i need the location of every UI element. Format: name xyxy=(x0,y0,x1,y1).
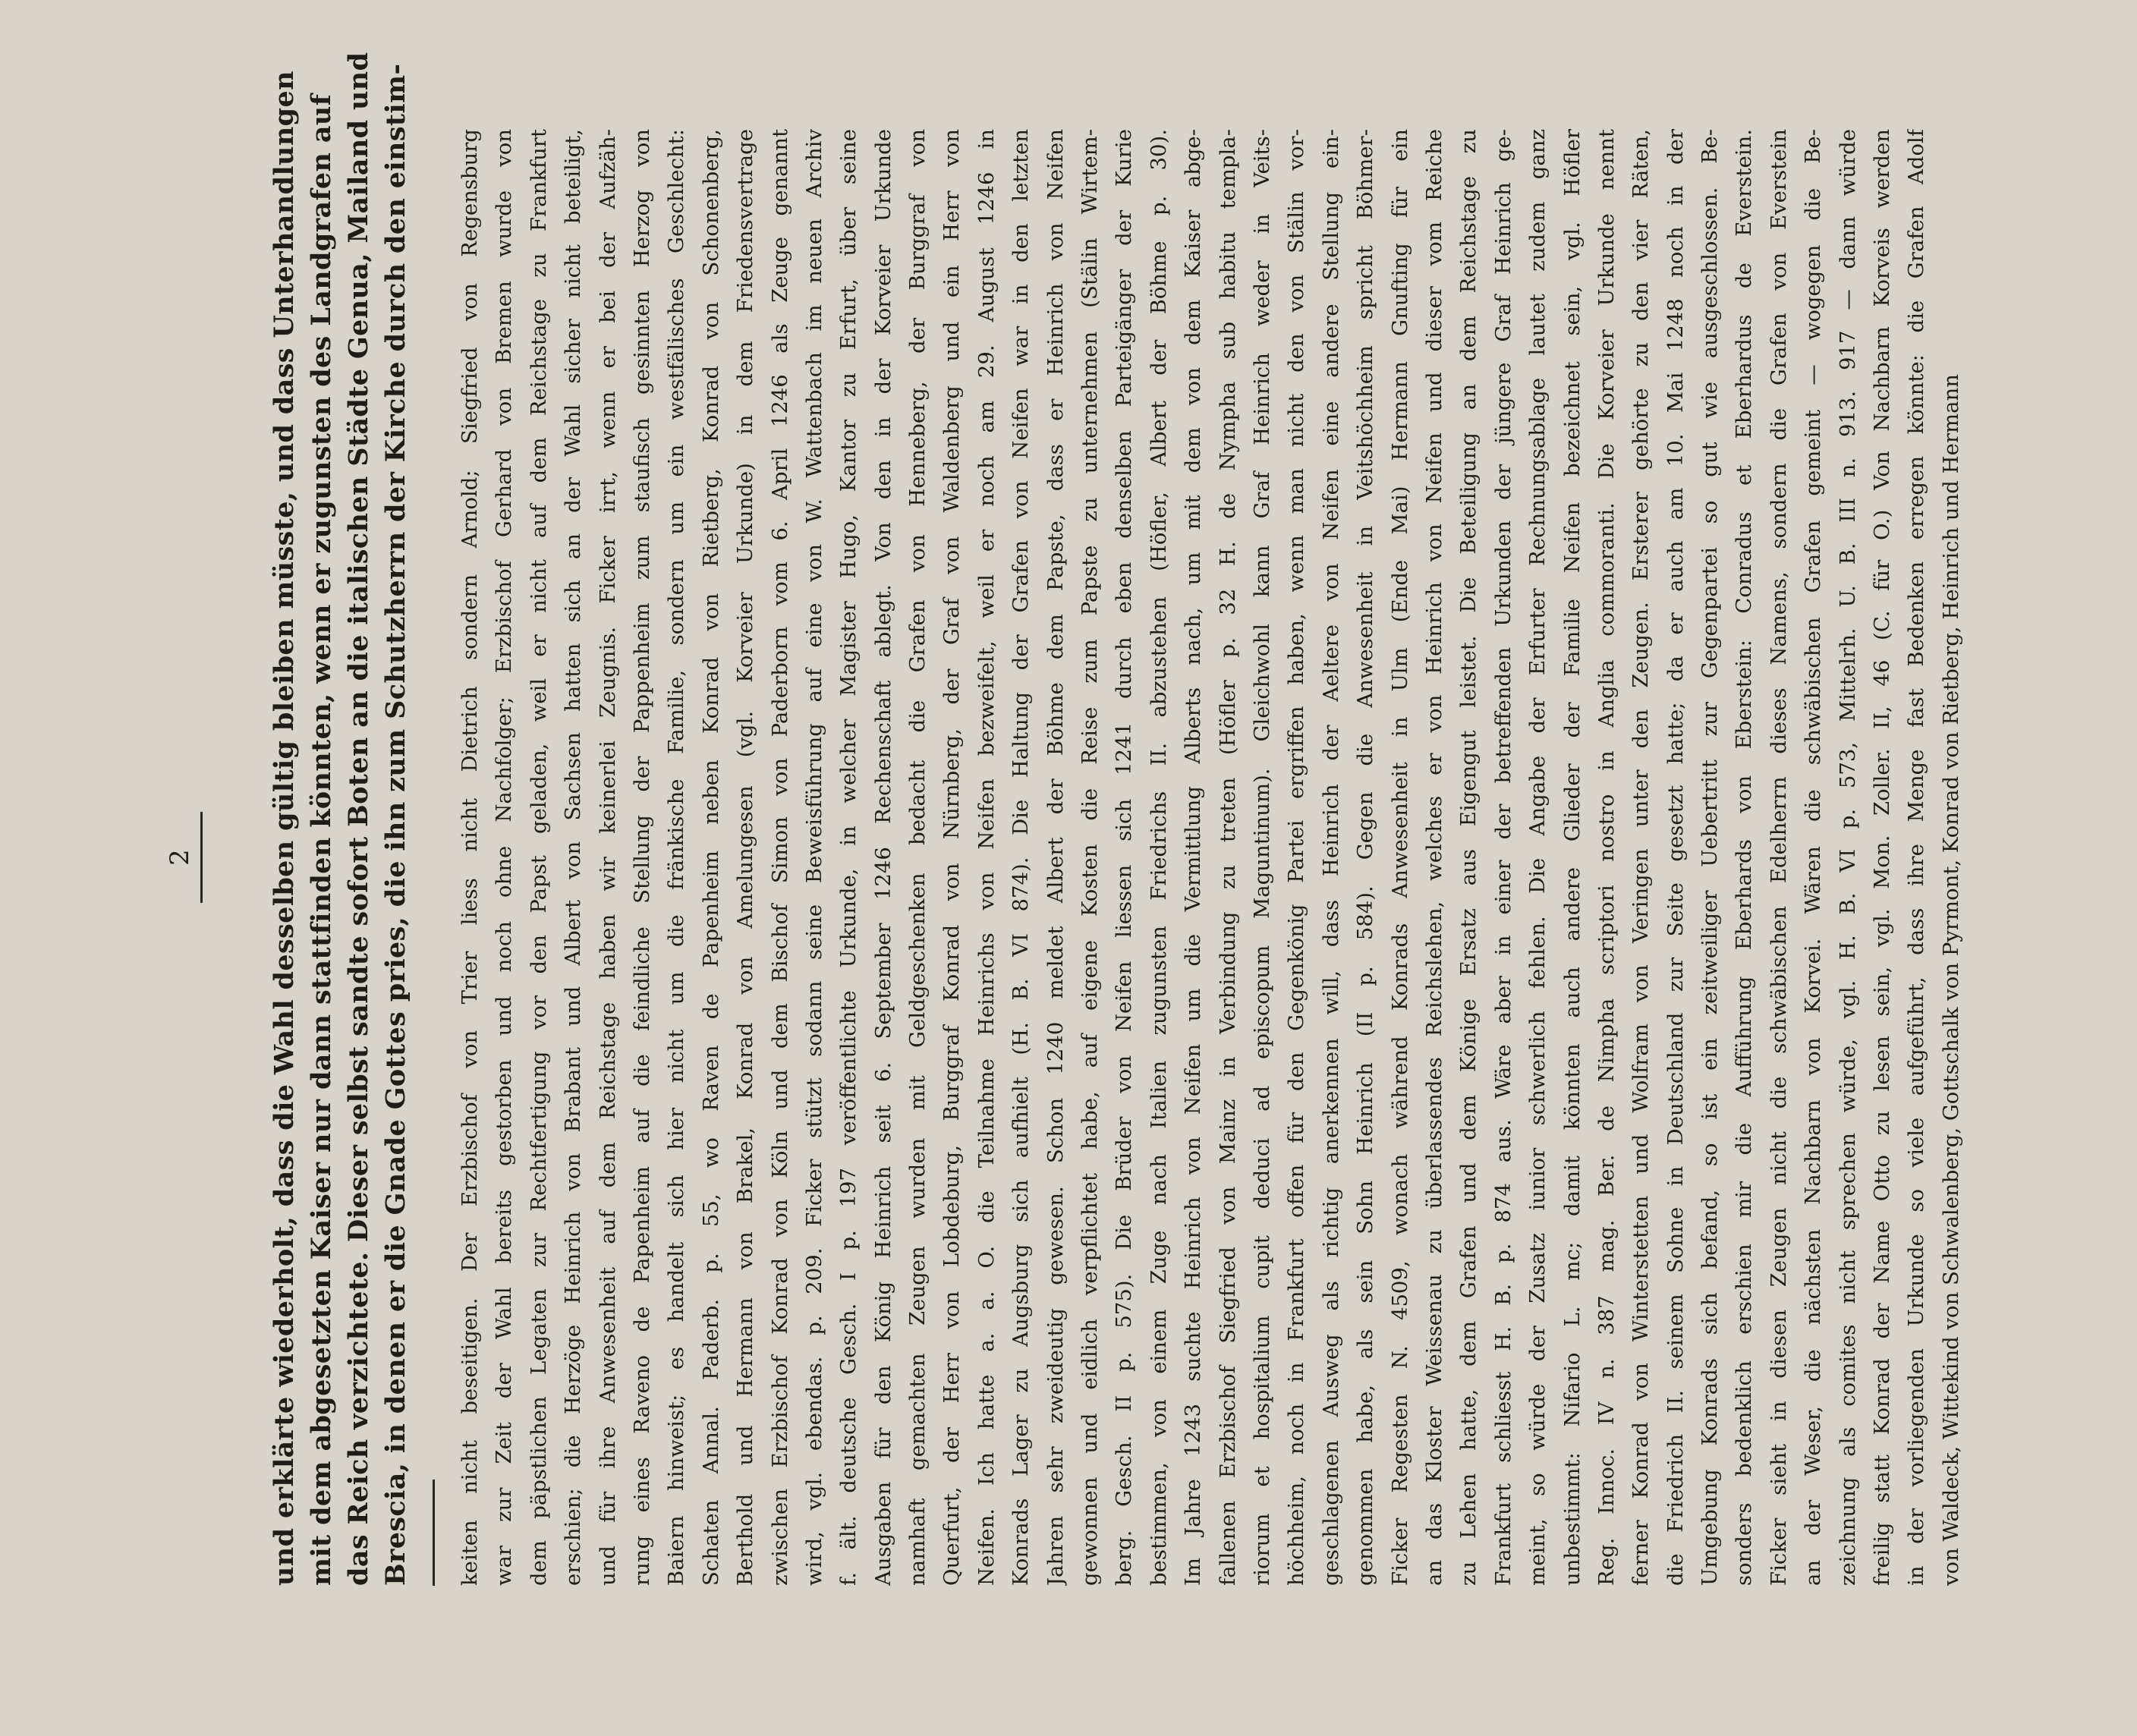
footnote-line: die Friedrich II. seinem Sohne in Deutschland zur Seite gesetzt hatte; da er auch am 10. Mai 1248 noch in der xyxy=(1663,129,1688,1586)
footnote-line: fallenen Erzbischof Siegfried von Mainz in Verbindung zu treten (Höfler p. 32 H. de Nympha sub habitu templa- xyxy=(1215,129,1240,1586)
footnote-line: Im Jahre 1243 suchte Heinrich von Neifen um die Vermittlung Alberts nach, um mit dem von dem Kaiser abge- xyxy=(1181,129,1206,1586)
footnote-line: an das Kloster Weissenau zu überlassendes Reichslehen, welches er von Heinrich von Neifen und dieser vom Reiche xyxy=(1421,129,1446,1586)
footnote-line: sonders bedenklich erschien mir die Aufführung Eberhards von Eberstein: Conradus et Eberhardus de Everstein. xyxy=(1732,129,1757,1586)
footnote-line: dem päpstlichen Legaten zur Rechtfertigung vor den Papst geladen, weil er nicht auf dem Reichstage zu Frankfurt xyxy=(526,129,551,1586)
footnote-line: und für ihre Anwesenheit auf dem Reichstage haben wir keinerlei Zeugnis. Ficker irrt, wenn er bei der Aufzäh- xyxy=(595,129,620,1586)
footnote-line: war zur Zeit der Wahl bereits gestorben und noch ohne Nachfolger; Erzbischof Gerhard von Bremen wurde von xyxy=(492,129,517,1586)
footnote-line: von Waldeck, Wittekind von Schwalenberg, Gottschalk von Pyrmont, Konrad von Rietberg, Heinrich und Hermann xyxy=(1938,374,1963,1586)
page-number-rule xyxy=(200,812,203,903)
footnote-line: Schaten Annal. Paderb. p. 55, wo Raven de Papenheim neben Konrad von Rietberg, Konrad von Schonenberg, xyxy=(698,129,723,1586)
footnote-line: unbestimmt: Nifario L. mc; damit könnten auch andere Glieder der Familie Neifen bezeichnet sein, vgl. Höfler xyxy=(1559,129,1585,1586)
main-text xyxy=(266,52,414,1586)
footnote-line: zu Lehen hatte, dem Grafen und dem Könige Ersatz aus Eigengut leistet. Die Beteiligung an dem Reichstage zu xyxy=(1456,129,1481,1586)
footnote-line: höchheim, noch in Frankfurt offen für den Gegenkönig Partei ergriffen haben, wenn man nicht den von Stälin vor- xyxy=(1284,129,1309,1586)
footnote-separator xyxy=(433,1480,435,1586)
rotated-text-block xyxy=(137,52,1988,1586)
footnote-line: keiten nicht beseitigen. Der Erzbischof von Trier liess nicht Dietrich sondern Arnold; Siegfried von Regensburg xyxy=(458,129,482,1586)
main-text-line: Brescia, in denen er die Gnade Gottes pries, die ihn zum Schutzherrn der Kirche durch den einstim- xyxy=(380,63,411,1586)
footnote-line: freilig statt Konrad der Name Otto zu lesen sein, vgl. Mon. Zoller. II, 46 (C. für O.) Von Nachbarn Korveis werden xyxy=(1870,129,1895,1586)
footnote-line: Neifen. Ich hatte a. a. O. die Teilnahme Heinrichs von Neifen bezweifelt, weil er noch am 29. August 1246 in xyxy=(974,129,999,1586)
footnote-line: berg. Gesch. II p. 575). Die Brüder von Neifen liessen sich 1241 durch eben denselben Parteigänger der Kurie xyxy=(1112,129,1137,1586)
footnote-line: wird, vgl. ebendas. p. 209. Ficker stützt sodann seine Beweisführung auf eine von W. Wattenbach im neuen Archiv xyxy=(801,129,826,1586)
main-text-line: das Reich verzichtete. Dieser selbst sandte sofort Boten an die italischen Städte Genua, Mailand und xyxy=(343,52,374,1586)
footnote-line: bestimmen, von einem Zuge nach Italien zugunsten Friedrichs II. abzustehen (Höfler, Albert der Böhme p. 30). xyxy=(1146,129,1171,1586)
footnote-line: Ausgaben für den König Heinrich seit 6. September 1246 Rechenschaft ablegt. Von den in der Korveier Urkunde xyxy=(870,129,895,1586)
page-number-block xyxy=(167,129,212,1586)
footnote-line: Ficker sieht in diesen Zeugen nicht die schwäbischen Edelherrn dieses Namens, sondern die Grafen von Everstein xyxy=(1766,129,1791,1586)
footnote-line: ferner Konrad von Winterstetten und Wolfram von Veringen unter den Zeugen. Ersterer gehörte zu den vier Räten, xyxy=(1629,129,1654,1586)
footnote-line: rung eines Raveno de Papenheim auf die feindliche Stellung der Pappenheim zum staufisch gesinnten Herzog von xyxy=(629,129,654,1586)
footnote-line: zeichnung als comites nicht sprechen würde, vgl. H. B. VI p. 573, Mittelrh. U. B. III n. 913. 917 — dann würde xyxy=(1835,129,1860,1586)
footnote-line: Berthold und Hermann von Brakel, Konrad von Amelungesen (vgl. Korveier Urkunde) in dem Friedensvertrage xyxy=(733,129,758,1586)
footnote-line: f. ält. deutsche Gesch. I p. 197 veröffentlichte Urkunde, in welcher Magister Hugo, Kantor zu Erfurt, über seine xyxy=(836,129,861,1586)
footnote-line: gewonnen und eidlich verpflichtet habe, auf eigene Kosten die Reise zum Papste zu unternehmen (Stälin Wirtem- xyxy=(1078,129,1103,1586)
footnote-line: Reg. Innoc. IV n. 387 mag. Ber. de Nimpha scriptori nostro in Anglia commoranti. Die Korveier Urkunde nennt xyxy=(1594,129,1619,1586)
footnote-text xyxy=(453,129,1969,1586)
footnote-line: in der vorliegenden Urkunde so viele aufgeführt, dass ihre Menge fast Bedenken erregen könnte: die Grafen Adolf xyxy=(1904,129,1929,1586)
footnote-line: riorum et hospitalium cupit deduci ad episcopum Maguntinum). Gleichwohl kann Graf Heinrich weder in Veits- xyxy=(1249,129,1274,1586)
footnote-line: geschlagenen Ausweg als richtig anerkennen will, dass Heinrich der Aeltere von Neifen eine andere Stellung ein- xyxy=(1318,129,1343,1586)
footnote-line: namhaft gemachten Zeugen wurden mit Geldgeschenken bedacht die Grafen von Henneberg, der Burggraf von xyxy=(905,129,930,1586)
footnote-line: Umgebung Konrads sich befand, so ist ein zeitweiliger Uebertritt zur Gegenpartei so gut wie ausgeschlossen. Be- xyxy=(1698,129,1723,1586)
page-number: 2 xyxy=(165,849,195,866)
footnote-line: Jahren sehr zweideutig gewesen. Schon 1240 meldet Albert der Böhme dem Papste, dass er Heinrich von Neifen xyxy=(1043,129,1068,1586)
footnote-line: Querfurt, der Herr von Lobdeburg, Burggraf Konrad von Nürnberg, der Graf von Waldenberg und ein Herr von xyxy=(939,129,965,1586)
footnote-line: zwischen Erzbischof Konrad von Köln und dem Bischof Simon von Paderborn vom 6. April 1246 als Zeuge genannt xyxy=(767,129,792,1586)
main-text-line: und erklärte wiederholt, dass die Wahl desselben gültig bleiben müsste, und dass Unterhandlungen xyxy=(269,71,300,1586)
main-text-line: mit dem abgesetzten Kaiser nur dann stattfinden könnten, wenn er zugunsten des Landgrafen auf xyxy=(306,93,337,1586)
footnote-line: Konrads Lager zu Augsburg sich aufhielt (H. B. VI 874). Die Haltung der Grafen von Neifen war in den letzten xyxy=(1009,129,1034,1586)
footnote-line: genommen habe, als sein Sohn Heinrich (II p. 584). Gegen die Anwesenheit in Veitshöchheim spricht Böhmer- xyxy=(1353,129,1378,1586)
footnote-line: Frankfurt schliesst H. B. p. 874 aus. Wäre aber in einer der betreffenden Urkunden der jüngere Graf Heinrich ge- xyxy=(1490,129,1515,1586)
footnote-line: Baiern hinweist; es handelt sich hier nicht um die fränkische Familie, sondern um ein westfälisches Geschlecht: xyxy=(664,129,689,1586)
footnote-line: an der Weser, die nächsten Nachbarn von Korvei. Wären die schwäbischen Grafen gemeint — wogegen die Be- xyxy=(1801,129,1826,1586)
footnote-line: erschien; die Herzöge Heinrich von Brabant und Albert von Sachsen hatten sich an der Wahl sicher nicht beteiligt, xyxy=(561,129,586,1586)
footnote-line: meint, so würde der Zusatz iunior schwerlich fehlen. Die Angabe der Erfurter Rechnungsablage lautet zudem ganz xyxy=(1525,129,1550,1586)
footnote-line: Ficker Regesten N. 4509, wonach während Konrads Anwesenheit in Ulm (Ende Mai) Hermann Gnufting für ein xyxy=(1387,129,1412,1586)
